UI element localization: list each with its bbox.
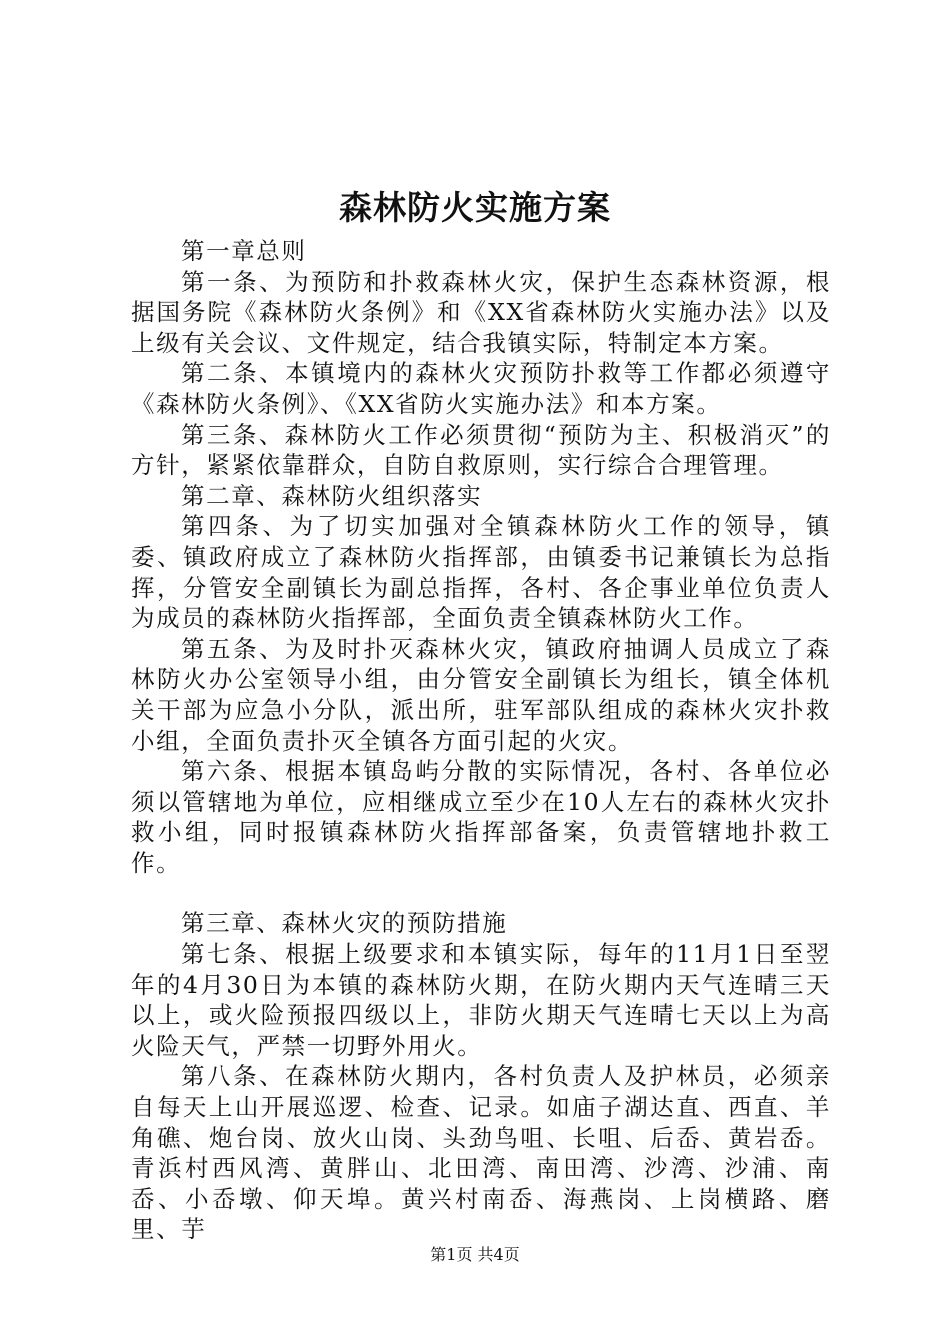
article-paragraph: 第三条、森林防火工作必须贯彻“预防为主、积极消灭”的方针，紧紧依靠群众，自防自救原则，实行综合合理管理。 [131, 420, 831, 480]
chapter-heading: 第三章、森林火灾的预防措施 [181, 909, 508, 938]
article-paragraph: 第四条、为了切实加强对全镇森林防火工作的领导，镇委、镇政府成立了森林防火指挥部，由镇委书记兼镇长为总指挥，分管安全副镇长为副总指挥，各村、各企事业单位负责人为成员的森林防火指挥部，全面负责全镇森林防火工作。 [131, 512, 831, 633]
article-paragraph: 第五条、为及时扑灭森林火灾，镇政府抽调人员成立了森林防火办公室领导小组，由分管安全副镇长为组长，镇全体机关干部为应急小分队，派出所，驻军部队组成的森林火灾扑救小组，全面负责扑灭全镇各方面引起的火灾。 [131, 634, 831, 755]
chapter-heading: 第一章总则 [181, 237, 307, 265]
document-body [131, 236, 831, 1245]
article-paragraph: 第二条、本镇境内的森林火灾预防扑救等工作都必须遵守《森林防火条例》、《XX省防火实施办法》和本方案。 [131, 359, 831, 418]
article-paragraph: 第八条、在森林防火期内，各村负责人及护林员，必须亲自每天上山开展巡逻、检查、记录。如庙子湖达直、西直、羊角礁、炮台岗、放火山岗、头劲鸟咀、长咀、后岙、黄岩岙。青浜村西风湾、黄胖山、北田湾、南田湾、沙湾、沙浦、南岙、小岙墩、仰天埠。黄兴村南岙、海燕岗、上岗横路、磨里、芋 [131, 1062, 831, 1244]
article-paragraph: 第一条、为预防和扑救森林火灾，保护生态森林资源，根据国务院《森林防火条例》和《XX省森林防火实施办法》以及上级有关会议、文件规定，结合我镇实际，特制定本方案。 [131, 267, 831, 357]
article-paragraph: 第七条、根据上级要求和本镇实际，每年的11月1日至翌年的4月30日为本镇的森林防火期，在防火期内天气连晴三天以上，或火险预报四级以上，非防火期天气连晴七天以上为高火险天气，严禁一切野外用火。 [131, 940, 831, 1060]
document-title: 森林防火实施方案 [339, 188, 611, 227]
page-footer: 第1页 共4页 [430, 1245, 520, 1264]
article-paragraph: 第六条、根据本镇岛屿分散的实际情况，各村、各单位必须以管辖地为单位，应相继成立至少在10人左右的森林火灾扑救小组，同时报镇森林防火指挥部备案，负责管辖地扑救工作。 [131, 757, 831, 877]
chapter-heading: 第二章、森林防火组织落实 [181, 481, 483, 510]
